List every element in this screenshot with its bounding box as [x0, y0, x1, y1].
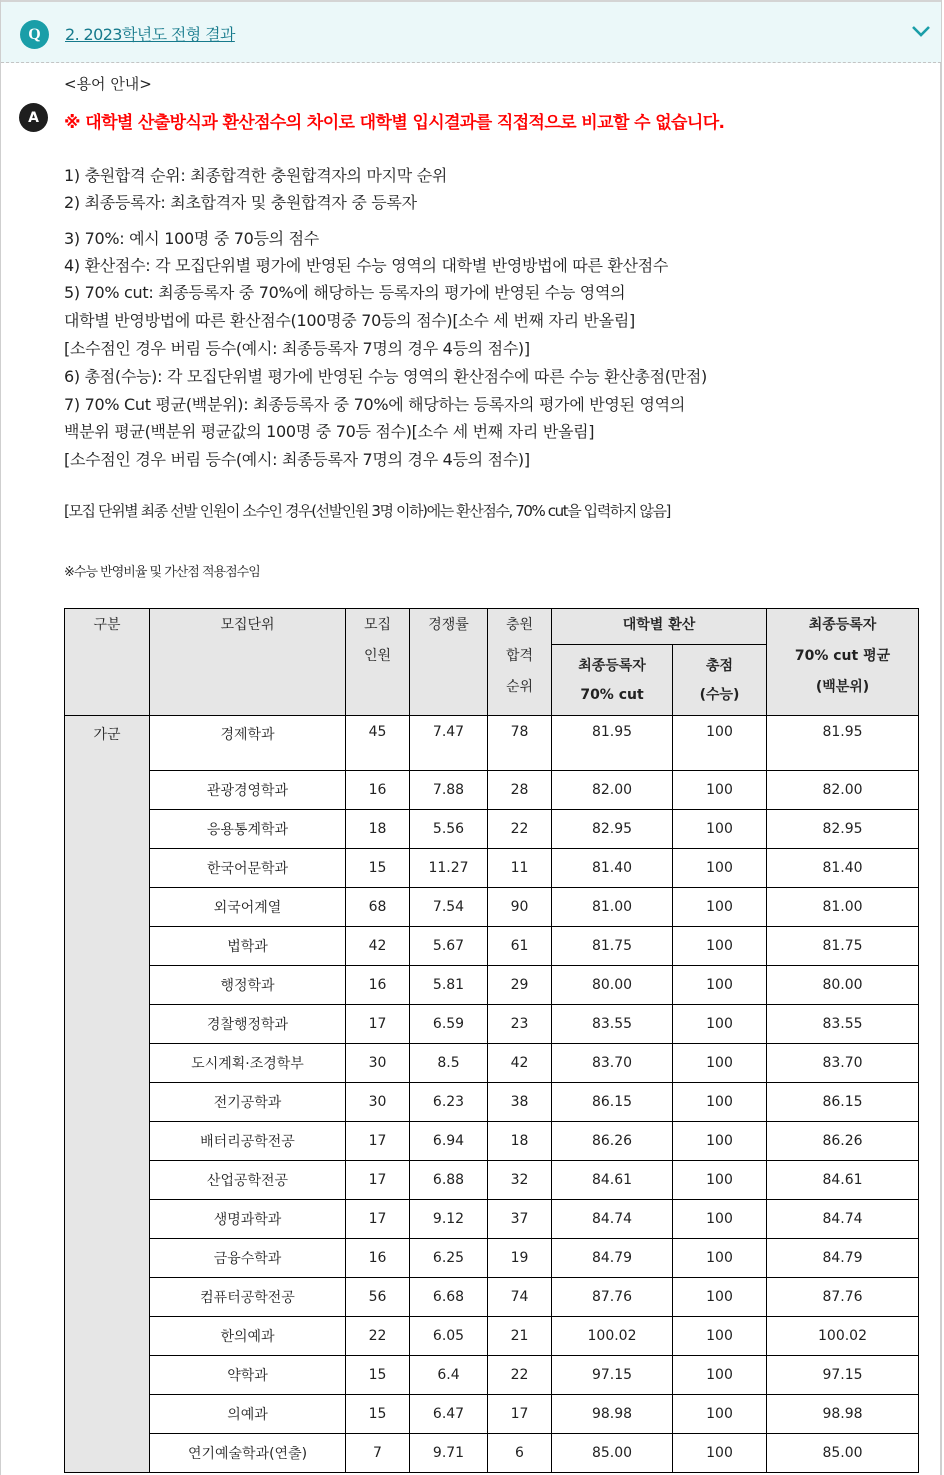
cell-unit: 한의예과 [150, 1317, 346, 1356]
header-avg: 최종등록자 70% cut 평균 (백분위) [767, 609, 919, 716]
cell-unit: 의예과 [150, 1395, 346, 1434]
cell-quota: 30 [346, 1044, 410, 1083]
cell-total: 100 [673, 888, 767, 927]
cell-total: 100 [673, 966, 767, 1005]
cell-unit: 법학과 [150, 927, 346, 966]
cell-total: 100 [673, 1200, 767, 1239]
cell-quota: 15 [346, 849, 410, 888]
cell-total: 100 [673, 927, 767, 966]
table-row [65, 771, 919, 810]
cell-competition: 6.88 [410, 1161, 488, 1200]
question-badge: Q [20, 20, 49, 49]
answer-badge: A [19, 103, 48, 132]
cell-cut: 84.61 [552, 1161, 673, 1200]
cell-avg: 83.70 [767, 1044, 919, 1083]
cell-quota: 17 [346, 1005, 410, 1044]
table-row [65, 1044, 919, 1083]
cell-cut: 84.79 [552, 1239, 673, 1278]
table-row [65, 1395, 919, 1434]
cell-competition: 6.94 [410, 1122, 488, 1161]
score-note: ※수능 반영비율 및 가산점 적용점수임 [64, 565, 260, 580]
cell-total: 100 [673, 1161, 767, 1200]
cell-cut: 83.55 [552, 1005, 673, 1044]
cell-quota: 15 [346, 1356, 410, 1395]
header-unit: 모집단위 [150, 609, 346, 716]
cell-quota: 17 [346, 1200, 410, 1239]
cell-competition: 6.68 [410, 1278, 488, 1317]
cell-unit: 외국어계열 [150, 888, 346, 927]
chevron-down-icon[interactable] [911, 24, 931, 38]
cell-avg: 86.15 [767, 1083, 919, 1122]
cell-quota: 42 [346, 927, 410, 966]
cell-rank: 32 [488, 1161, 552, 1200]
header-cut: 최종등록자 70% cut [552, 645, 673, 716]
table-row [65, 966, 919, 1005]
cell-rank: 29 [488, 966, 552, 1005]
cell-quota: 45 [346, 716, 410, 771]
table-row [65, 1278, 919, 1317]
definition-line: 7) 70% Cut 평균(백분위): 최종등록자 중 70%에 해당하는 등록자의 평가에 반영된 영역의 [64, 395, 685, 414]
cell-quota: 16 [346, 966, 410, 1005]
definition-line: 1) 충원합격 순위: 최종합격한 충원합격자의 마지막 순위 [64, 166, 448, 185]
table-row [65, 716, 919, 771]
table-row [65, 1122, 919, 1161]
cell-rank: 17 [488, 1395, 552, 1434]
cell-rank: 37 [488, 1200, 552, 1239]
cell-rank: 28 [488, 771, 552, 810]
cell-cut: 80.00 [552, 966, 673, 1005]
table-row [65, 888, 919, 927]
cell-quota: 56 [346, 1278, 410, 1317]
cell-competition: 7.47 [410, 716, 488, 771]
table-row [65, 1356, 919, 1395]
cell-quota: 17 [346, 1122, 410, 1161]
table-row [65, 1239, 919, 1278]
cell-avg: 84.61 [767, 1161, 919, 1200]
cell-competition: 7.88 [410, 771, 488, 810]
cell-avg: 83.55 [767, 1005, 919, 1044]
cell-quota: 16 [346, 771, 410, 810]
cell-rank: 21 [488, 1317, 552, 1356]
cell-total: 100 [673, 1278, 767, 1317]
cell-cut: 87.76 [552, 1278, 673, 1317]
table-row [65, 1083, 919, 1122]
cell-rank: 19 [488, 1239, 552, 1278]
definition-line: [소수점인 경우 버림 등수(예시: 최종등록자 7명의 경우 4등의 점수)] [64, 339, 530, 358]
cell-quota: 17 [346, 1161, 410, 1200]
cell-avg: 84.74 [767, 1200, 919, 1239]
cell-cut: 83.70 [552, 1044, 673, 1083]
cell-quota: 15 [346, 1395, 410, 1434]
header-total: 총점 (수능) [673, 645, 767, 716]
cell-unit: 관광경영학과 [150, 771, 346, 810]
cell-cut: 97.15 [552, 1356, 673, 1395]
cell-competition: 5.67 [410, 927, 488, 966]
cell-unit: 경찰행정학과 [150, 1005, 346, 1044]
table-row [65, 810, 919, 849]
cell-competition: 9.12 [410, 1200, 488, 1239]
cell-quota: 7 [346, 1434, 410, 1473]
cell-competition: 9.71 [410, 1434, 488, 1473]
cell-rank: 18 [488, 1122, 552, 1161]
group-cell: 가군 [65, 716, 150, 1473]
cell-total: 100 [673, 1122, 767, 1161]
cell-rank: 22 [488, 810, 552, 849]
cell-cut: 81.40 [552, 849, 673, 888]
cell-competition: 6.05 [410, 1317, 488, 1356]
table-row [65, 1200, 919, 1239]
cell-unit: 금융수학과 [150, 1239, 346, 1278]
cell-total: 100 [673, 716, 767, 771]
cell-unit: 컴퓨터공학전공 [150, 1278, 346, 1317]
header-rank: 충원 합격 순위 [488, 609, 552, 716]
cell-total: 100 [673, 1434, 767, 1473]
cell-quota: 16 [346, 1239, 410, 1278]
cell-total: 100 [673, 1356, 767, 1395]
definition-line: 대학별 반영방법에 따른 환산점수(100명중 70등의 점수)[소수 세 번째 자리 반올림] [64, 311, 635, 330]
cell-competition: 5.81 [410, 966, 488, 1005]
definition-line: 2) 최종등록자: 최초합격자 및 충원합격자 중 등록자 [64, 193, 417, 212]
cell-cut: 85.00 [552, 1434, 673, 1473]
cell-total: 100 [673, 849, 767, 888]
cell-total: 100 [673, 1005, 767, 1044]
cell-total: 100 [673, 1395, 767, 1434]
cell-total: 100 [673, 1044, 767, 1083]
table-row [65, 849, 919, 888]
cell-unit: 행정학과 [150, 966, 346, 1005]
definition-line: [소수점인 경우 버림 등수(예시: 최종등록자 7명의 경우 4등의 점수)] [64, 450, 530, 469]
cell-avg: 81.75 [767, 927, 919, 966]
table-row [65, 1434, 919, 1473]
cell-unit: 도시계획·조경학부 [150, 1044, 346, 1083]
definition-line: 5) 70% cut: 최종등록자 중 70%에 해당하는 등록자의 평가에 반영된 수능 영역의 [64, 283, 626, 302]
definition-line: 백분위 평균(백분위 평균값의 100명 중 70등 점수)[소수 세 번째 자리 반올림] [64, 422, 595, 441]
cell-avg: 80.00 [767, 966, 919, 1005]
cell-unit: 연기예술학과(연출) [150, 1434, 346, 1473]
cell-cut: 82.00 [552, 771, 673, 810]
cell-avg: 97.15 [767, 1356, 919, 1395]
question-title-link[interactable]: 2. 2023학년도 전형 결과 [65, 25, 235, 44]
cell-competition: 11.27 [410, 849, 488, 888]
cell-rank: 42 [488, 1044, 552, 1083]
cell-avg: 81.95 [767, 716, 919, 771]
cell-competition: 6.47 [410, 1395, 488, 1434]
cell-cut: 82.95 [552, 810, 673, 849]
table-row [65, 1161, 919, 1200]
cell-avg: 82.95 [767, 810, 919, 849]
cell-avg: 86.26 [767, 1122, 919, 1161]
cell-unit: 약학과 [150, 1356, 346, 1395]
cell-unit: 경제학과 [150, 716, 346, 771]
cell-total: 100 [673, 1239, 767, 1278]
cell-avg: 98.98 [767, 1395, 919, 1434]
cell-cut: 86.26 [552, 1122, 673, 1161]
cell-competition: 7.54 [410, 888, 488, 927]
cell-cut: 81.95 [552, 716, 673, 771]
cell-avg: 87.76 [767, 1278, 919, 1317]
cell-cut: 84.74 [552, 1200, 673, 1239]
header-quota: 모집 인원 [346, 609, 410, 716]
cell-avg: 100.02 [767, 1317, 919, 1356]
cell-quota: 18 [346, 810, 410, 849]
cell-quota: 68 [346, 888, 410, 927]
cell-rank: 74 [488, 1278, 552, 1317]
warning-text: ※ 대학별 산출방식과 환산점수의 차이로 대학별 입시결과를 직접적으로 비교할 수 없습니다. [64, 113, 725, 133]
cell-quota: 30 [346, 1083, 410, 1122]
cell-rank: 78 [488, 716, 552, 771]
cell-competition: 6.4 [410, 1356, 488, 1395]
cell-total: 100 [673, 771, 767, 810]
table-row [65, 1005, 919, 1044]
cell-cut: 81.75 [552, 927, 673, 966]
cell-rank: 90 [488, 888, 552, 927]
cell-avg: 82.00 [767, 771, 919, 810]
cell-competition: 8.5 [410, 1044, 488, 1083]
cell-rank: 6 [488, 1434, 552, 1473]
cell-rank: 23 [488, 1005, 552, 1044]
cell-rank: 61 [488, 927, 552, 966]
definition-line: 4) 환산점수: 각 모집단위별 평가에 반영된 수능 영역의 대학별 반영방법에 따른 환산점수 [64, 256, 669, 275]
table-row [65, 927, 919, 966]
cell-cut: 86.15 [552, 1083, 673, 1122]
cell-cut: 100.02 [552, 1317, 673, 1356]
cell-avg: 85.00 [767, 1434, 919, 1473]
cell-competition: 5.56 [410, 810, 488, 849]
cell-total: 100 [673, 1317, 767, 1356]
cell-unit: 한국어문학과 [150, 849, 346, 888]
cell-unit: 전기공학과 [150, 1083, 346, 1122]
cell-unit: 생명과학과 [150, 1200, 346, 1239]
cell-total: 100 [673, 1083, 767, 1122]
cell-unit: 배터리공학전공 [150, 1122, 346, 1161]
cell-avg: 81.00 [767, 888, 919, 927]
cell-rank: 11 [488, 849, 552, 888]
cell-competition: 6.25 [410, 1239, 488, 1278]
definition-line: 6) 총점(수능): 각 모집단위별 평가에 반영된 수능 영역의 환산점수에 따른 수능 환산총점(만점) [64, 367, 707, 386]
cell-rank: 38 [488, 1083, 552, 1122]
cell-competition: 6.23 [410, 1083, 488, 1122]
cell-total: 100 [673, 810, 767, 849]
faq-question-header[interactable] [1, 0, 941, 63]
cell-cut: 81.00 [552, 888, 673, 927]
cell-unit: 응용통계학과 [150, 810, 346, 849]
cell-quota: 22 [346, 1317, 410, 1356]
definition-line: 3) 70%: 예시 100명 중 70등의 점수 [64, 229, 319, 248]
header-competition: 경쟁률 [410, 609, 488, 716]
results-table [64, 608, 919, 1473]
cell-competition: 6.59 [410, 1005, 488, 1044]
cell-rank: 22 [488, 1356, 552, 1395]
cell-cut: 98.98 [552, 1395, 673, 1434]
cell-avg: 84.79 [767, 1239, 919, 1278]
header-group: 구분 [65, 609, 150, 716]
cell-avg: 81.40 [767, 849, 919, 888]
header-converted: 대학별 환산 [552, 609, 767, 645]
results-body [65, 716, 919, 1473]
table-row [65, 1317, 919, 1356]
cell-unit: 산업공학전공 [150, 1161, 346, 1200]
guide-title: <용어 안내> [64, 75, 152, 93]
small-unit-note: [모집 단위별 최종 선발 인원이 소수인 경우(선발인원 3명 이하)에는 환산점수, 70% cut을 입력하지 않음] [64, 502, 671, 520]
